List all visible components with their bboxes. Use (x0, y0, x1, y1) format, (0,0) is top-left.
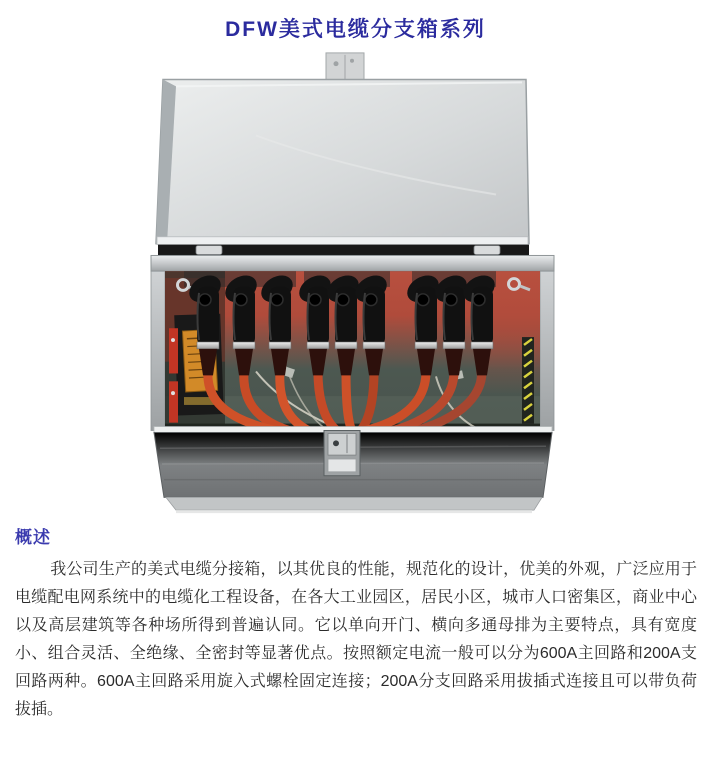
front-panel (154, 427, 552, 514)
latch (324, 431, 360, 476)
product-photo (136, 47, 576, 519)
box-right-wall (540, 271, 554, 430)
overview-heading: 概述 (15, 528, 51, 547)
mounting-bracket-icon (326, 53, 364, 83)
open-lid (156, 79, 529, 244)
cable-branch-box-illustration (136, 47, 576, 519)
page-title: DFW美式电缆分支箱系列 (225, 18, 486, 41)
box-left-wall (151, 271, 165, 430)
hinge-strip (158, 245, 529, 256)
base-plinth (166, 497, 542, 510)
overview-paragraph: 我公司生产的美式电缆分接箱，以其优良的性能，规范化的设计，优美的外观，广泛应用于电缆配电网系统中的电缆化工程设备，在各大工业园区，居民小区，城市人口密集区，商业中心以及高层建筑等各种场所得到普遍认同。它以单向开门、横向多通母排为主要特点，具有宽度小、组合灵活、全绝缘、全密封等显著优点。按照额定电流一般可以分为600A主回路和200A支回路两种。600A主回路采用旋入式螺栓固定连接；200A分支回路采用拔插式连接且可以带负荷拔插。 (15, 561, 697, 718)
box-top-rim (151, 255, 554, 271)
hazard-stripe (522, 337, 534, 424)
